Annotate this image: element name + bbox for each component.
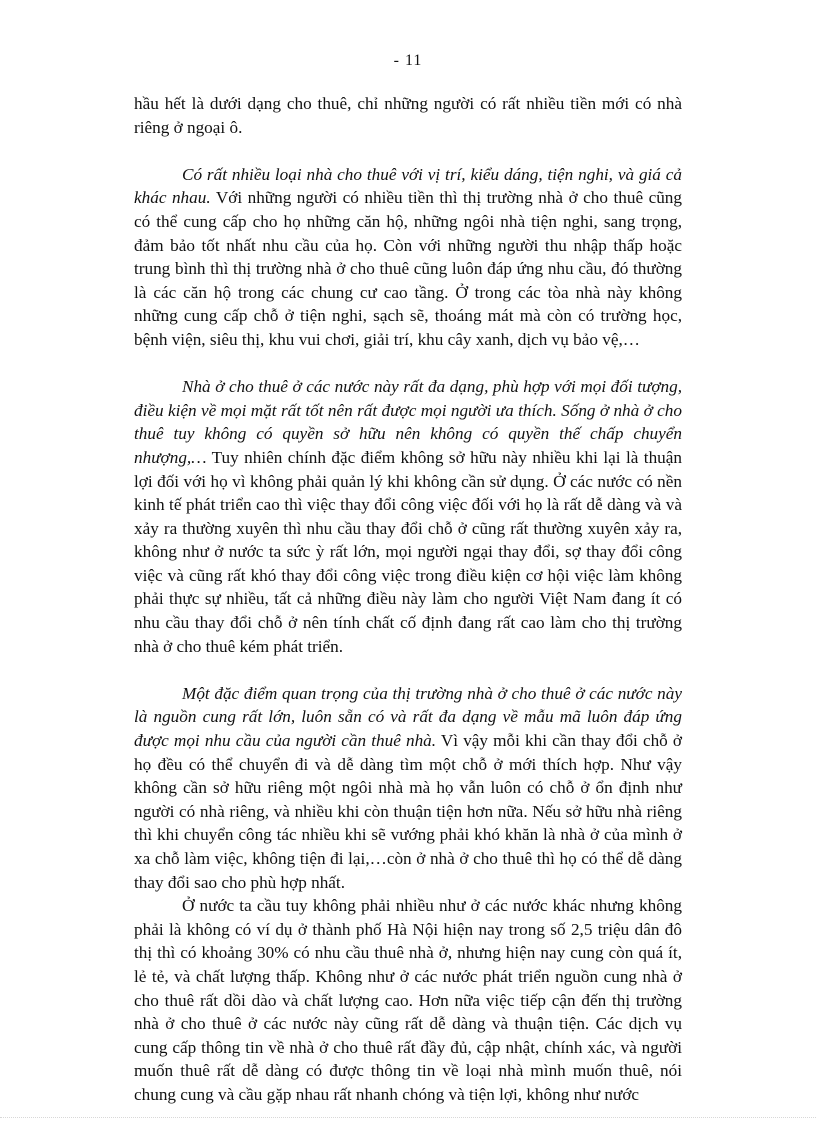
paragraph-5 bbox=[134, 894, 682, 1106]
paragraph-1-text: hầu hết là dưới dạng cho thuê, chỉ những người có rất nhiều tiền mới có nhà riêng ở ngoại ô. bbox=[134, 94, 682, 137]
paragraph-4-lead: Một đặc điểm quan trọng của thị trường nhà ở cho thuê ở các nước này là nguồn cung rất lớn, luôn sẵn có và rất đa dạng về mẫu mã luôn đáp ứng được mọi nhu cầu của người cần thuê nhà. bbox=[134, 683, 682, 751]
paragraph-5-text: Ở nước ta cầu tuy không phải nhiều như ở các nước khác nhưng không phải là không có ví dụ ở thành phố Hà Nội hiện nay trong số 2,5 triệu dân đô thị thì có khoảng 30% có nhu cầu thuê nhà ở, nhưng hiện nay cung còn quá ít, lẻ tẻ, và chất lượng thấp. Không như ở các nước phát triển nguồn cung nhà ở cho thuê rất dồi dào và chất lượng cao. Hơn nữa việc tiếp cận đến thị trường nhà ở cho thuê ở các nước này cũng rất dễ dàng và thuận tiện. Các dịch vụ cung cấp thông tin về nhà ở cho thuê rất đầy đủ, cập nhật, chính xác, và người muốn thuê rất dễ dàng có được thông tin về loại nhà mình muốn thuê, nói chung cung và cầu gặp nhau rất nhanh chóng và tiện lợi, không như nước bbox=[134, 896, 682, 1104]
paragraph-1 bbox=[134, 92, 682, 139]
paragraph-2-text: Với những người có nhiều tiền thì thị trường nhà ở cho thuê cũng có thể cung cấp cho họ những căn hộ, những ngôi nhà tiện nghi, sang trọng, đảm bảo tốt nhất nhu cầu của họ. Còn với những người thu nhập thấp hoặc trung bình thì thị trường nhà ở cho thuê cũng luôn đáp ứng nhu cầu, đó thường là các căn hộ trong các chung cư cao tầng. Ở trong các tòa nhà này không những cung cấp chỗ ở tiện nghi, sạch sẽ, thoáng mát mà còn có trường học, bệnh viện, siêu thị, khu vui chơi, giải trí, khu cây xanh, dịch vụ bảo vệ,… bbox=[134, 188, 682, 349]
paragraph-4 bbox=[134, 682, 682, 894]
paragraph-3-text: Tuy nhiên chính đặc điểm không sở hữu này nhiều khi lại là thuận lợi đối với họ vì không phải quản lý khi không cần sử dụng. Ở các nước có nền kinh tế phát triển cao thì việc thay đổi công việc đối với họ là rất dễ dàng và và xảy ra thường xuyên thì nhu cầu thay đổi chỗ ở cũng rất thường xuyên xảy ra, không như ở nước ta sức ỳ rất lớn, mọi người ngại thay đổi, sợ thay đổi công việc và cũng rất khó thay đổi công việc trong điều kiện cơ hội việc làm không phải thực sự nhiều, tất cả những điều này làm cho người Việt Nam đang ít có nhu cầu thay đổi chỗ ở nên tính chất cố định đang rất cao làm cho thị trường nhà ở cho thuê kém phát triển. bbox=[134, 447, 682, 656]
page-number: - 11 bbox=[393, 52, 423, 69]
paragraph-2 bbox=[134, 163, 682, 352]
body-text bbox=[134, 92, 682, 1107]
paragraph-3-lead: Nhà ở cho thuê ở các nước này rất đa dạng, phù hợp với mọi đối tượng, điều kiện về mọi mặt rất tốt nên rất được mọi người ưa thích. Sống ở nhà ở cho thuê tuy không có quyền sở hữu nên không có quyền thế chấp chuyển nhượng,… bbox=[134, 377, 682, 467]
page-bottom-divider bbox=[0, 1117, 816, 1118]
paragraph-3 bbox=[134, 375, 682, 658]
paragraph-2-lead: Có rất nhiều loại nhà cho thuê với vị trí, kiểu dáng, tiện nghi, và giá cả khác nhau. bbox=[134, 164, 682, 208]
paragraph-4-text: Vì vậy mỗi khi cần thay đổi chỗ ở họ đều có thể chuyển đi và dễ dàng tìm một chỗ ở mới thích hợp. Như vậy không cần sở hữu riêng một ngôi nhà mà họ vẫn luôn có chỗ ở ổn định như người có nhà riêng, và nhiều khi còn thuận tiện hơn nữa. Nếu sở hữu nhà riêng thì khi chuyển công tác nhiều khi sẽ vướng phải khó khăn là nhà ở của mình ở xa chỗ làm việc, không tiện đi lại,…còn ở nhà ở cho thuê thì họ có thể dễ dàng thay đổi sao cho phù hợp nhất. bbox=[134, 731, 682, 892]
